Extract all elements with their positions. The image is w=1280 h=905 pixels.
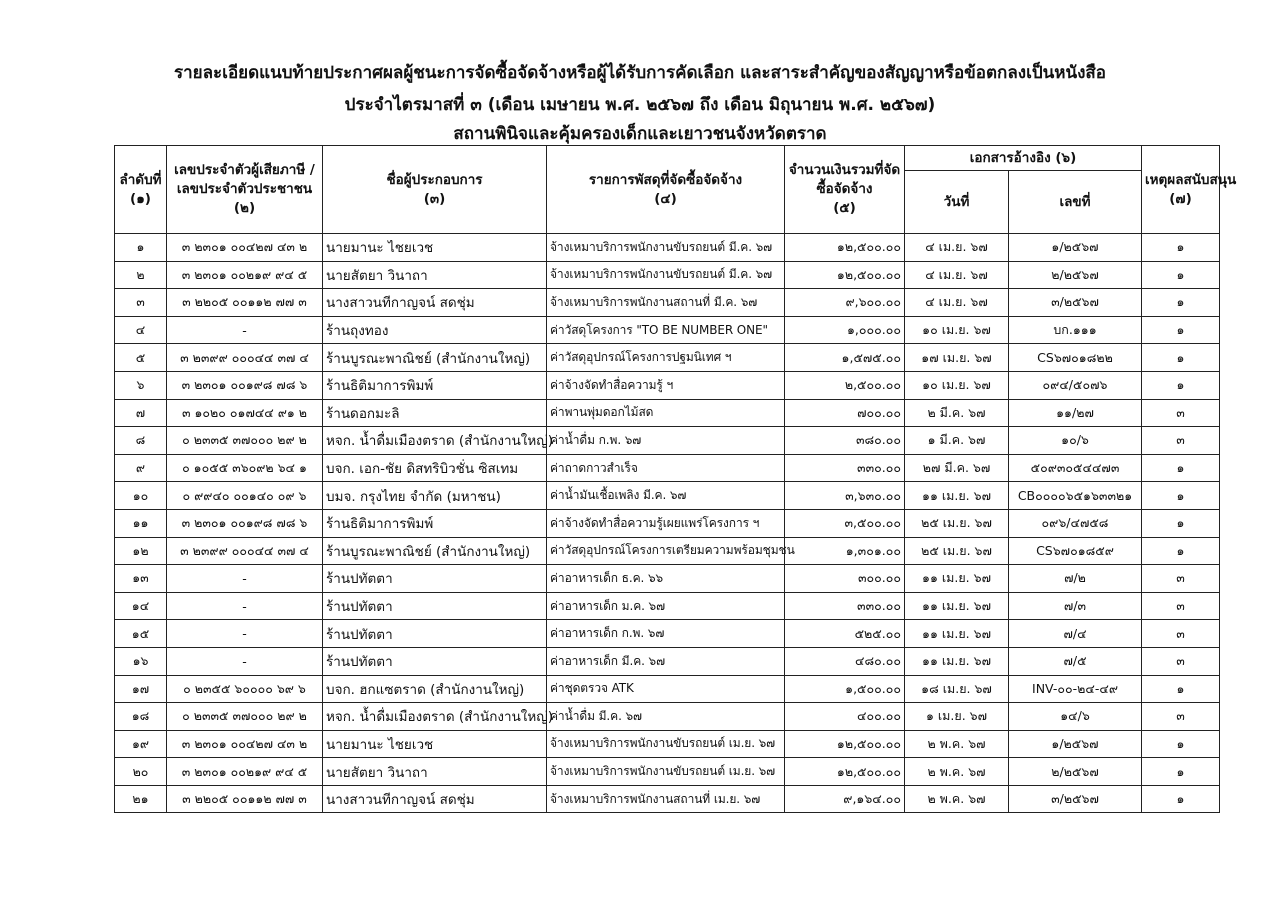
cell-item: จ้างเหมาบริการพนักงานสถานที่ เม.ย. ๖๗ xyxy=(547,785,785,813)
cell-tax-id: ๐ ๙๙๔๐ ๐๐๑๔๐ ๐๙ ๖ xyxy=(167,482,323,510)
header-vendor-num: (๓) xyxy=(423,190,446,207)
cell-vendor: ร้านปทัตตา xyxy=(323,565,547,593)
cell-seq: ๑๕ xyxy=(115,620,167,648)
cell-date: ๒ พ.ค. ๖๗ xyxy=(905,785,1009,813)
cell-amount: ๔๐๐.๐๐ xyxy=(785,703,905,731)
table-row xyxy=(115,427,1220,455)
cell-tax-id: ๐ ๒๓๓๕ ๓๗๐๐๐ ๒๙ ๒ xyxy=(167,703,323,731)
document-title: รายละเอียดแนบท้ายประกาศผลผู้ชนะการจัดซื้อจัดจ้างหรือผู้ได้รับการคัดเลือก และสาระสำคัญของสัญญาหรือข้อตกลงเป็นหนังสือ xyxy=(173,63,1107,83)
cell-date: ๑๑ เม.ย. ๖๗ xyxy=(905,620,1009,648)
cell-reason: ๑ xyxy=(1142,234,1220,262)
cell-vendor: บจก. เอก-ชัย ดิสทริบิวชั่น ซิสเทม xyxy=(323,454,547,482)
cell-date: ๔ เม.ย. ๖๗ xyxy=(905,261,1009,289)
cell-date: ๒ พ.ค. ๖๗ xyxy=(905,758,1009,786)
cell-vendor: นายสัตยา วินาถา xyxy=(323,261,547,289)
header-amount xyxy=(785,146,905,234)
cell-item: จ้างเหมาบริการพนักงานขับรถยนต์ มี.ค. ๖๗ xyxy=(547,234,785,262)
cell-doc-no: CS๖๗๐๑๘๕๙ xyxy=(1009,537,1142,565)
cell-item: ค่าอาหารเด็ก ก.พ. ๖๗ xyxy=(547,620,785,648)
table-row xyxy=(115,620,1220,648)
cell-reason: ๓ xyxy=(1142,647,1220,675)
cell-doc-no: ๓/๒๕๖๗ xyxy=(1009,289,1142,317)
cell-reason: ๓ xyxy=(1142,399,1220,427)
header-tax-id-label: เลขประจำตัวผู้เสียภาษี / เลขประจำตัวประชาชน xyxy=(174,162,315,197)
table-row xyxy=(115,509,1220,537)
table-row xyxy=(115,289,1220,317)
cell-vendor: ร้านบูรณะพาณิชย์ (สำนักงานใหญ่) xyxy=(323,344,547,372)
cell-doc-no: ๑/๒๕๖๗ xyxy=(1009,730,1142,758)
cell-amount: ๓,๕๐๐.๐๐ xyxy=(785,509,905,537)
procurement-table xyxy=(114,145,1237,813)
cell-tax-id: ๓ ๒๒๐๕ ๐๐๑๑๒ ๗๗ ๓ xyxy=(167,785,323,813)
cell-tax-id: - xyxy=(167,592,323,620)
cell-tax-id: ๓ ๒๓๐๑ ๐๐๑๙๘ ๗๘ ๖ xyxy=(167,509,323,537)
cell-seq: ๒๐ xyxy=(115,758,167,786)
cell-item: ค่าน้ำดื่ม ก.พ. ๖๗ xyxy=(547,427,785,455)
cell-amount: ๑,๐๐๐.๐๐ xyxy=(785,316,905,344)
cell-doc-no: ๗/๔ xyxy=(1009,620,1142,648)
cell-doc-no: ๑๑/๒๗ xyxy=(1009,399,1142,427)
cell-reason: ๑ xyxy=(1142,261,1220,289)
cell-date: ๒๕ เม.ย. ๖๗ xyxy=(905,509,1009,537)
cell-item: ค่าอาหารเด็ก ม.ค. ๖๗ xyxy=(547,592,785,620)
cell-amount: ๑๒,๕๐๐.๐๐ xyxy=(785,261,905,289)
cell-doc-no: ๑/๒๕๖๗ xyxy=(1009,234,1142,262)
cell-amount: ๓๐๐.๐๐ xyxy=(785,565,905,593)
cell-vendor: นายมานะ ไชยเวช xyxy=(323,234,547,262)
cell-date: ๑๗ เม.ย. ๖๗ xyxy=(905,344,1009,372)
cell-reason: ๑ xyxy=(1142,371,1220,399)
cell-reason: ๓ xyxy=(1142,565,1220,593)
cell-reason: ๓ xyxy=(1142,703,1220,731)
cell-date: ๑๑ เม.ย. ๖๗ xyxy=(905,592,1009,620)
cell-tax-id: ๓ ๒๓๐๑ ๐๐๒๑๙ ๙๔ ๕ xyxy=(167,758,323,786)
cell-amount: ๙,๑๖๔.๐๐ xyxy=(785,785,905,813)
cell-doc-no: ๗/๕ xyxy=(1009,647,1142,675)
cell-item: ค่าอาหารเด็ก มี.ค. ๖๗ xyxy=(547,647,785,675)
cell-date: ๔ เม.ย. ๖๗ xyxy=(905,289,1009,317)
cell-vendor: หจก. น้ำดื่มเมืองตราด (สำนักงานใหญ่) xyxy=(323,703,547,731)
cell-date: ๑๑ เม.ย. ๖๗ xyxy=(905,647,1009,675)
header-item xyxy=(547,146,785,234)
header-item-num: (๔) xyxy=(654,190,677,207)
cell-reason: ๑ xyxy=(1142,344,1220,372)
cell-doc-no: INV-๐๐-๒๔-๔๙ xyxy=(1009,675,1142,703)
table-row xyxy=(115,344,1220,372)
cell-seq: ๑๘ xyxy=(115,703,167,731)
document-subtitle-quarter: ประจำไตรมาสที่ ๓ (เดือน เมษายน พ.ศ. ๒๕๖๗ ถึง เดือน มิถุนายน พ.ศ. ๒๕๖๗) xyxy=(344,95,936,115)
cell-reason: ๓ xyxy=(1142,427,1220,455)
cell-seq: ๑๔ xyxy=(115,592,167,620)
header-tax-id-num: (๒) xyxy=(233,200,256,216)
cell-amount: ๑,๕๗๕.๐๐ xyxy=(785,344,905,372)
header-reason-label: เหตุผลสนับสนุน xyxy=(1145,171,1237,188)
cell-seq: ๒๑ xyxy=(115,785,167,813)
cell-amount: ๙,๖๐๐.๐๐ xyxy=(785,289,905,317)
cell-tax-id: ๐ ๑๐๕๕ ๓๖๐๙๒ ๖๔ ๑ xyxy=(167,454,323,482)
header-doc-no: เลขที่ xyxy=(1009,171,1142,234)
cell-reason: ๑ xyxy=(1142,316,1220,344)
cell-seq: ๓ xyxy=(115,289,167,317)
cell-doc-no: CB๐๐๐๐๖๕๑๖๓๓๒๑ xyxy=(1009,482,1142,510)
cell-vendor: นางสาวนทีกาญจน์ สดชุ่ม xyxy=(323,785,547,813)
cell-tax-id: ๓ ๑๐๒๐ ๐๑๗๔๔ ๙๑ ๒ xyxy=(167,399,323,427)
cell-amount: ๕๒๕.๐๐ xyxy=(785,620,905,648)
table-row xyxy=(115,647,1220,675)
cell-reason: ๑ xyxy=(1142,454,1220,482)
table-row xyxy=(115,316,1220,344)
cell-doc-no: ๒/๒๕๖๗ xyxy=(1009,758,1142,786)
table-row xyxy=(115,537,1220,565)
header-tax-id xyxy=(167,146,323,234)
cell-vendor: ร้านบูรณะพาณิชย์ (สำนักงานใหญ่) xyxy=(323,537,547,565)
cell-reason: ๑ xyxy=(1142,537,1220,565)
cell-date: ๒ พ.ค. ๖๗ xyxy=(905,730,1009,758)
cell-tax-id: ๓ ๒๒๐๕ ๐๐๑๑๒ ๗๗ ๓ xyxy=(167,289,323,317)
cell-amount: ๑๒,๕๐๐.๐๐ xyxy=(785,730,905,758)
cell-vendor: บจก. ฮกแซตราด (สำนักงานใหญ่) xyxy=(323,675,547,703)
cell-item: ค่าจ้างจัดทำสื่อความรู้ ฯ xyxy=(547,371,785,399)
header-vendor-label: ชื่อผู้ประกอบการ xyxy=(386,171,483,188)
table-row xyxy=(115,234,1220,262)
table-row xyxy=(115,399,1220,427)
cell-seq: ๑๑ xyxy=(115,509,167,537)
cell-vendor: นางสาวนทีกาญจน์ สดชุ่ม xyxy=(323,289,547,317)
cell-amount: ๓๘๐.๐๐ xyxy=(785,427,905,455)
cell-item: จ้างเหมาบริการพนักงานขับรถยนต์ มี.ค. ๖๗ xyxy=(547,261,785,289)
cell-vendor: นายสัตยา วินาถา xyxy=(323,758,547,786)
header-seq xyxy=(115,146,167,234)
cell-doc-no: ๑๐/๖ xyxy=(1009,427,1142,455)
header-item-label: รายการพัสดุที่จัดซื้อจัดจ้าง xyxy=(588,171,743,188)
cell-amount: ๓๓๐.๐๐ xyxy=(785,454,905,482)
table-row xyxy=(115,261,1220,289)
cell-reason: ๓ xyxy=(1142,592,1220,620)
cell-doc-no: ๐๙๖/๔๗๕๘ xyxy=(1009,509,1142,537)
header-date: วันที่ xyxy=(905,171,1009,234)
cell-item: ค่าจ้างจัดทำสื่อความรู้เผยแพร่โครงการ ฯ xyxy=(547,509,785,537)
table-row xyxy=(115,758,1220,786)
header-reason-num: (๗) xyxy=(1169,190,1192,207)
cell-tax-id: - xyxy=(167,316,323,344)
cell-doc-no: ๗/๓ xyxy=(1009,592,1142,620)
cell-tax-id: ๓ ๒๓๐๑ ๐๐๑๙๘ ๗๘ ๖ xyxy=(167,371,323,399)
header-seq-num: (๑) xyxy=(130,190,151,207)
cell-date: ๑ มี.ค. ๖๗ xyxy=(905,427,1009,455)
cell-item: ค่าน้ำมันเชื้อเพลิง มี.ค. ๖๗ xyxy=(547,482,785,510)
cell-date: ๒๗ มี.ค. ๖๗ xyxy=(905,454,1009,482)
cell-vendor: นายมานะ ไชยเวช xyxy=(323,730,547,758)
table-row xyxy=(115,675,1220,703)
table-row xyxy=(115,785,1220,813)
cell-date: ๔ เม.ย. ๖๗ xyxy=(905,234,1009,262)
cell-seq: ๑๖ xyxy=(115,647,167,675)
cell-reason: ๑ xyxy=(1142,482,1220,510)
cell-doc-no: บก.๑๑๑ xyxy=(1009,316,1142,344)
cell-seq: ๖ xyxy=(115,371,167,399)
cell-vendor: ร้านดอกมะลิ xyxy=(323,399,547,427)
cell-reason: ๑ xyxy=(1142,785,1220,813)
cell-item: ค่าวัสดุอุปกรณ์โครงการเตรียมความพร้อมชุมชน xyxy=(547,537,785,565)
cell-vendor: ร้านปทัตตา xyxy=(323,620,547,648)
cell-item: ค่าวัสดุโครงการ "TO BE NUMBER ONE" xyxy=(547,316,785,344)
cell-item: จ้างเหมาบริการพนักงานขับรถยนต์ เม.ย. ๖๗ xyxy=(547,758,785,786)
table-body xyxy=(115,234,1220,813)
table-header xyxy=(115,146,1237,234)
cell-vendor: หจก. น้ำดื่มเมืองตราด (สำนักงานใหญ่) xyxy=(323,427,547,455)
cell-vendor: ร้านปทัตตา xyxy=(323,592,547,620)
cell-seq: ๑๓ xyxy=(115,565,167,593)
table-row xyxy=(115,482,1220,510)
cell-tax-id: ๐ ๒๓๕๕ ๖๐๐๐๐ ๖๙ ๖ xyxy=(167,675,323,703)
cell-item: ค่าพานพุ่มดอกไม้สด xyxy=(547,399,785,427)
cell-amount: ๗๐๐.๐๐ xyxy=(785,399,905,427)
table-row xyxy=(115,730,1220,758)
cell-seq: ๑๐ xyxy=(115,482,167,510)
cell-amount: ๑,๓๐๑.๐๐ xyxy=(785,537,905,565)
cell-tax-id: ๓ ๒๓๐๑ ๐๐๔๒๗ ๔๓ ๒ xyxy=(167,234,323,262)
table-row xyxy=(115,592,1220,620)
cell-date: ๑ เม.ย. ๖๗ xyxy=(905,703,1009,731)
cell-item: ค่าน้ำดื่ม มี.ค. ๖๗ xyxy=(547,703,785,731)
cell-seq: ๘ xyxy=(115,427,167,455)
cell-reason: ๑ xyxy=(1142,758,1220,786)
cell-item: จ้างเหมาบริการพนักงานสถานที่ มี.ค. ๖๗ xyxy=(547,289,785,317)
cell-doc-no: ๑๔/๖ xyxy=(1009,703,1142,731)
cell-reason: ๑ xyxy=(1142,509,1220,537)
cell-tax-id: - xyxy=(167,620,323,648)
cell-seq: ๗ xyxy=(115,399,167,427)
header-reason xyxy=(1142,146,1237,234)
cell-reason: ๑ xyxy=(1142,675,1220,703)
header-ref-doc: เอกสารอ้างอิง (๖) xyxy=(905,146,1142,171)
cell-amount: ๑,๕๐๐.๐๐ xyxy=(785,675,905,703)
table-row xyxy=(115,454,1220,482)
cell-doc-no: ๐๙๔/๕๐๗๖ xyxy=(1009,371,1142,399)
cell-item: ค่าชุดตรวจ ATK xyxy=(547,675,785,703)
cell-vendor: ร้านธิติมาการพิมพ์ xyxy=(323,509,547,537)
cell-seq: ๑๙ xyxy=(115,730,167,758)
cell-tax-id: ๓ ๒๓๐๑ ๐๐๒๑๙ ๙๔ ๕ xyxy=(167,261,323,289)
cell-item: ค่าอาหารเด็ก ธ.ค. ๖๖ xyxy=(547,565,785,593)
cell-vendor: ร้านธิติมาการพิมพ์ xyxy=(323,371,547,399)
cell-amount: ๓,๖๓๐.๐๐ xyxy=(785,482,905,510)
cell-date: ๒ มี.ค. ๖๗ xyxy=(905,399,1009,427)
cell-seq: ๑ xyxy=(115,234,167,262)
cell-vendor: ร้านถุงทอง xyxy=(323,316,547,344)
cell-amount: ๑๒,๕๐๐.๐๐ xyxy=(785,758,905,786)
cell-tax-id: ๐ ๒๓๓๕ ๓๗๐๐๐ ๒๙ ๒ xyxy=(167,427,323,455)
cell-vendor: บมจ. กรุงไทย จำกัด (มหาชน) xyxy=(323,482,547,510)
table-row xyxy=(115,371,1220,399)
cell-date: ๑๘ เม.ย. ๖๗ xyxy=(905,675,1009,703)
cell-doc-no: CS๖๗๐๑๘๒๒ xyxy=(1009,344,1142,372)
header-amount-label: จำนวนเงินรวมที่จัดซื้อจัดจ้าง xyxy=(788,162,901,197)
cell-doc-no: ๗/๒ xyxy=(1009,565,1142,593)
cell-amount: ๒,๕๐๐.๐๐ xyxy=(785,371,905,399)
header-seq-label: ลำดับที่ xyxy=(119,171,162,188)
cell-amount: ๔๘๐.๐๐ xyxy=(785,647,905,675)
cell-amount: ๑๒,๕๐๐.๐๐ xyxy=(785,234,905,262)
cell-seq: ๕ xyxy=(115,344,167,372)
cell-item: ค่าถาดกาวสำเร็จ xyxy=(547,454,785,482)
cell-amount: ๓๓๐.๐๐ xyxy=(785,592,905,620)
cell-date: ๑๐ เม.ย. ๖๗ xyxy=(905,371,1009,399)
cell-seq: ๔ xyxy=(115,316,167,344)
cell-date: ๑๐ เม.ย. ๖๗ xyxy=(905,316,1009,344)
cell-seq: ๒ xyxy=(115,261,167,289)
header-amount-num: (๕) xyxy=(833,200,856,216)
table-row xyxy=(115,565,1220,593)
header-vendor xyxy=(323,146,547,234)
cell-date: ๑๑ เม.ย. ๖๗ xyxy=(905,565,1009,593)
cell-seq: ๑๒ xyxy=(115,537,167,565)
cell-item: จ้างเหมาบริการพนักงานขับรถยนต์ เม.ย. ๖๗ xyxy=(547,730,785,758)
cell-reason: ๓ xyxy=(1142,620,1220,648)
cell-vendor: ร้านปทัตตา xyxy=(323,647,547,675)
cell-date: ๑๑ เม.ย. ๖๗ xyxy=(905,482,1009,510)
cell-tax-id: ๓ ๒๓๙๙ ๐๐๐๔๔ ๓๗ ๔ xyxy=(167,344,323,372)
cell-doc-no: ๒/๒๕๖๗ xyxy=(1009,261,1142,289)
cell-doc-no: ๓/๒๕๖๗ xyxy=(1009,785,1142,813)
cell-seq: ๑๗ xyxy=(115,675,167,703)
table-row xyxy=(115,703,1220,731)
cell-item: ค่าวัสดุอุปกรณ์โครงการปฐมนิเทศ ฯ xyxy=(547,344,785,372)
cell-date: ๒๕ เม.ย. ๖๗ xyxy=(905,537,1009,565)
cell-tax-id: - xyxy=(167,565,323,593)
cell-tax-id: ๓ ๒๓๐๑ ๐๐๔๒๗ ๔๓ ๒ xyxy=(167,730,323,758)
cell-tax-id: - xyxy=(167,647,323,675)
cell-reason: ๑ xyxy=(1142,730,1220,758)
cell-reason: ๑ xyxy=(1142,289,1220,317)
cell-tax-id: ๓ ๒๓๙๙ ๐๐๐๔๔ ๓๗ ๔ xyxy=(167,537,323,565)
cell-seq: ๙ xyxy=(115,454,167,482)
document-subtitle-agency: สถานพินิจและคุ้มครองเด็กและเยาวชนจังหวัดตราด xyxy=(453,124,827,144)
cell-doc-no: ๕๐๙๓๐๕๔๔๗๓ xyxy=(1009,454,1142,482)
